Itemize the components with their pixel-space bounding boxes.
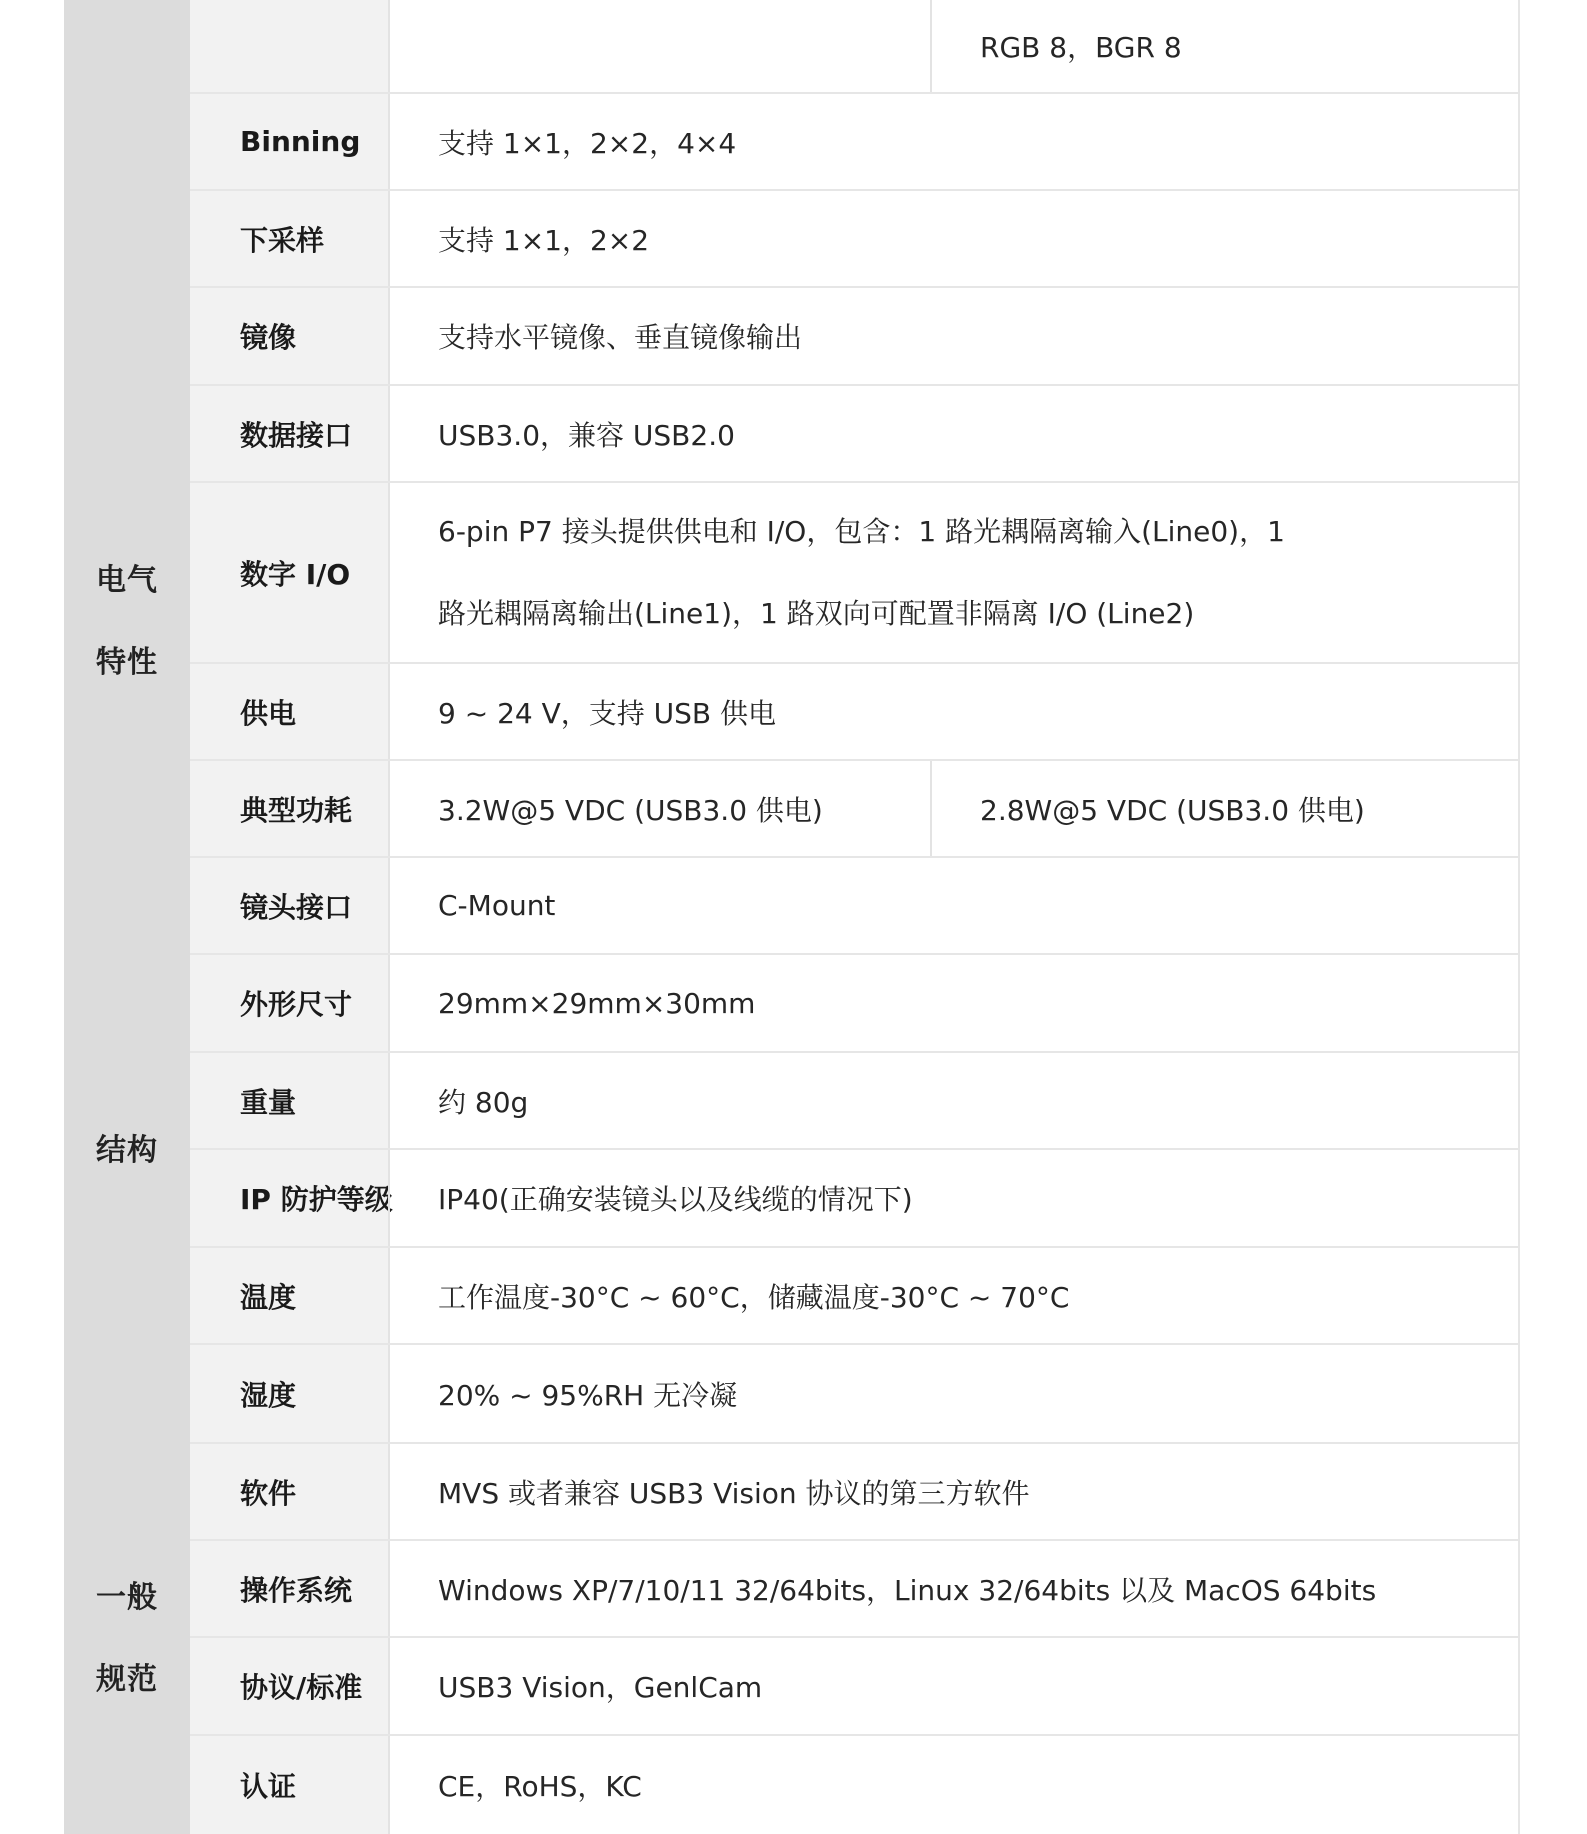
group-label-general-line2: 规范 — [96, 1662, 158, 1697]
row-value-binning: 支持 1×1，2×2，4×4 — [388, 94, 1520, 189]
table-row-mirror — [190, 288, 1520, 386]
table-row-binning — [190, 94, 1520, 191]
row-value-lens-mount: C-Mount — [388, 858, 1520, 953]
row-label-power-supply: 供电 — [190, 664, 388, 759]
row-value-power-consumption-left: 3.2W@5 VDC (USB3.0 供电) — [438, 793, 823, 827]
row-value-power-consumption-right: 2.8W@5 VDC (USB3.0 供电) — [930, 761, 1365, 856]
row-label-data-interface: 数据接口 — [190, 386, 388, 481]
row-label-binning: Binning — [190, 94, 388, 189]
row-label-temperature: 温度 — [190, 1248, 388, 1343]
table-row-temperature — [190, 1248, 1520, 1345]
table-row-ip-rating — [190, 1150, 1520, 1248]
row-label-digital-io: 数字 I/O — [190, 483, 388, 662]
group-label-structure-text: 结构 — [96, 1133, 158, 1168]
table-row-power-supply — [190, 664, 1520, 761]
row-label-mirror: 镜像 — [190, 288, 388, 384]
group-label-general — [64, 1557, 190, 1721]
row-label-decimation: 下采样 — [190, 191, 388, 286]
table-row-pixel-format — [190, 0, 1520, 94]
row-value-pixel-format — [388, 0, 1520, 92]
table-row-power-consumption — [190, 761, 1520, 858]
row-value-data-interface: USB3.0，兼容 USB2.0 — [388, 386, 1520, 481]
group-label-electrical — [64, 540, 190, 704]
group-label-electrical-line1: 电气 — [96, 563, 158, 598]
table-row-certification — [190, 1736, 1520, 1834]
spec-table — [64, 0, 1520, 1834]
row-label-os: 操作系统 — [190, 1541, 388, 1636]
row-label-dimensions: 外形尺寸 — [190, 955, 388, 1051]
row-label-certification: 认证 — [190, 1736, 388, 1834]
table-row-os — [190, 1541, 1520, 1638]
row-label-software: 软件 — [190, 1444, 388, 1539]
row-value-temperature: 工作温度-30°C ~ 60°C，储藏温度-30°C ~ 70°C — [388, 1248, 1520, 1343]
table-row-digital-io — [190, 483, 1520, 664]
group-label-structure — [64, 1110, 190, 1192]
row-label-humidity: 湿度 — [190, 1345, 388, 1442]
row-label-pixel-format — [190, 0, 388, 92]
row-value-humidity: 20% ~ 95%RH 无冷凝 — [388, 1345, 1520, 1442]
row-value-software: MVS 或者兼容 USB3 Vision 协议的第三方软件 — [388, 1444, 1520, 1539]
table-row-software — [190, 1444, 1520, 1541]
table-row-humidity — [190, 1345, 1520, 1444]
row-label-ip-rating: IP 防护等级 — [190, 1150, 388, 1246]
table-row-data-interface — [190, 386, 1520, 483]
group-label-general-line1: 一般 — [96, 1580, 158, 1615]
table-row-decimation — [190, 191, 1520, 288]
table-right-border — [1518, 0, 1520, 1834]
row-value-pixel-format-left — [390, 0, 930, 92]
row-label-lens-mount: 镜头接口 — [190, 858, 388, 953]
row-value-protocol: USB3 Vision，GenlCam — [388, 1638, 1520, 1734]
table-row-protocol — [190, 1638, 1520, 1736]
row-value-certification: CE，RoHS，KC — [388, 1736, 1520, 1834]
row-value-os: Windows XP/7/10/11 32/64bits，Linux 32/64bits 以及 MacOS 64bits — [388, 1541, 1520, 1636]
row-label-weight: 重量 — [190, 1053, 388, 1148]
row-value-power-supply: 9 ~ 24 V，支持 USB 供电 — [388, 664, 1520, 759]
group-label-electrical-line2: 特性 — [96, 645, 158, 680]
row-label-power-consumption: 典型功耗 — [190, 761, 388, 856]
row-value-mirror: 支持水平镜像、垂直镜像输出 — [388, 288, 1520, 384]
table-row-weight — [190, 1053, 1520, 1150]
table-row-dimensions — [190, 955, 1520, 1053]
row-value-pixel-format-right: RGB 8，BGR 8 — [930, 0, 1182, 92]
row-value-weight: 约 80g — [388, 1053, 1520, 1148]
row-value-dimensions: 29mm×29mm×30mm — [388, 955, 1520, 1051]
table-row-lens-mount — [190, 858, 1520, 955]
row-label-protocol: 协议/标准 — [190, 1638, 388, 1734]
row-value-ip-rating: IP40(正确安装镜头以及线缆的情况下) — [388, 1150, 1520, 1246]
row-value-power-consumption — [388, 761, 1520, 856]
row-value-decimation: 支持 1×1，2×2 — [388, 191, 1520, 286]
row-value-digital-io: 6-pin P7 接头提供供电和 I/O，包含：1 路光耦隔离输入(Line0)，1 路光耦隔离输出(Line1)，1 路双向可配置非隔离 I/O (Line2) — [388, 483, 1520, 662]
